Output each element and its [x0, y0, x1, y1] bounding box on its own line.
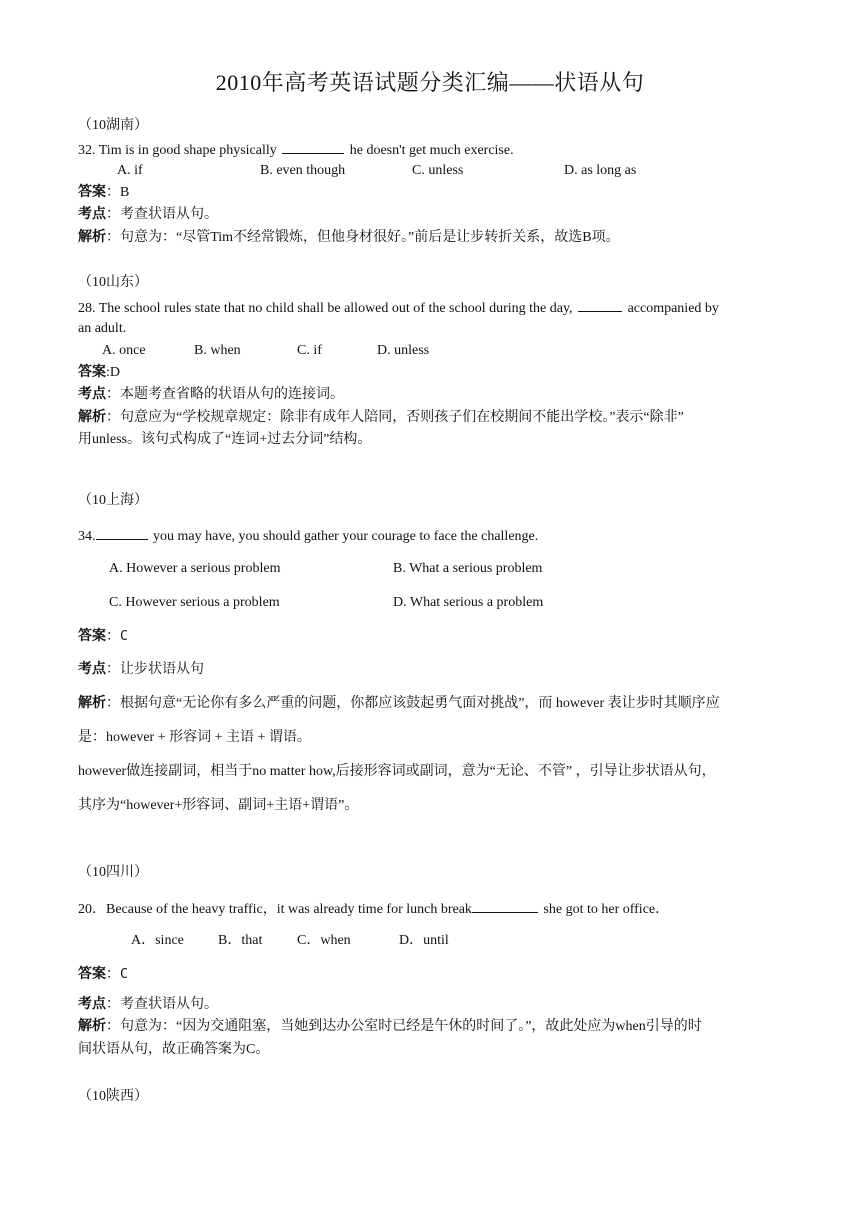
q3-point: [78, 660, 204, 680]
q2-point-text: ：本题考查省略的状语从句的连接词。: [106, 387, 344, 402]
q1-option-d: D. as long as: [564, 163, 637, 178]
q4-stem: [78, 898, 669, 920]
q3-answer-value: C: [120, 629, 128, 644]
q1-option-a: A. if: [117, 163, 143, 178]
analysis-label: 解析: [78, 1019, 106, 1034]
q2-option-b: B. when: [194, 343, 241, 358]
q3-stem: [78, 525, 538, 547]
q3-extra-line1: however做连接副词，相当于no matter how,后接形容词或副词，意为“无论、不管” ，引导让步状语从句，: [78, 764, 716, 779]
q2-analysis-text-1: ：句意应为“学校规章规定：除非有成年人陪同，否则孩子们在校期间不能出学校。”表示“除非”: [106, 410, 684, 425]
q4-point: [78, 995, 218, 1015]
q4-analysis-line2: 间状语从句，故正确答案为C。: [78, 1042, 270, 1057]
q1-point-text: ：考查状语从句。: [106, 207, 218, 222]
q3-extra-line2: 其序为“however+形容词、副词+主语+谓语”。: [78, 798, 359, 813]
q3-stem-part-b: you may have, you should gather your courage to face the challenge.: [153, 529, 539, 544]
q1-blank: [282, 139, 344, 154]
q3-answer: [78, 627, 128, 647]
q4-blank: [472, 898, 538, 913]
q2-option-c: C. if: [297, 343, 322, 358]
q2-analysis-line1: [78, 408, 684, 428]
q4-answer-value: C: [120, 967, 128, 982]
point-label: 考点: [78, 997, 106, 1012]
answer-label: 答案: [78, 967, 106, 982]
q3-stem-part-a: 34.: [78, 529, 96, 544]
q1-stem-part-b: he doesn't get much exercise.: [349, 143, 514, 158]
q2-answer-value: :D: [106, 365, 120, 380]
q3-analysis-line1: [78, 694, 720, 714]
answer-label: 答案: [78, 365, 106, 380]
q1-answer: [78, 183, 129, 203]
q4-analysis-line1: [78, 1017, 702, 1037]
q2-source: （10山东）: [78, 275, 148, 290]
q4-source: （10四川）: [78, 865, 148, 880]
q2-stem-line2: an adult.: [78, 321, 127, 336]
q4-answer: [78, 965, 128, 985]
analysis-label: 解析: [78, 230, 106, 245]
point-label: 考点: [78, 387, 106, 402]
q1-stem-part-a: 32. Tim is in good shape physically: [78, 143, 277, 158]
q1-point: [78, 205, 218, 225]
q2-option-a: A. once: [102, 343, 146, 358]
q2-stem-part-b: accompanied by: [627, 301, 719, 316]
q4-point-text: ：考查状语从句。: [106, 997, 218, 1012]
q2-blank: [578, 297, 622, 312]
q3-blank: [96, 525, 148, 540]
q4-option-d: D．until: [399, 933, 449, 948]
q3-analysis-line2: 是：however + 形容词 + 主语 + 谓语。: [78, 730, 311, 745]
q2-analysis-line2: 用unless。该句式构成了“连词+过去分词”结构。: [78, 432, 372, 447]
q2-answer: [78, 363, 120, 383]
q4-answer-sep: ：: [106, 967, 120, 982]
q1-stem: [78, 139, 514, 161]
q2-point: [78, 385, 344, 405]
analysis-label: 解析: [78, 696, 106, 711]
q1-source: （10湖南）: [78, 118, 148, 133]
point-label: 考点: [78, 207, 106, 222]
q1-option-b: B. even though: [260, 163, 346, 178]
q3-option-a: A. However a serious problem: [109, 561, 281, 576]
q1-analysis: [78, 228, 620, 248]
q1-analysis-text: ：句意为：“尽管Tim不经常锻炼，但他身材很好。”前后是让步转折关系，故选B项。: [106, 230, 620, 245]
analysis-label: 解析: [78, 410, 106, 425]
q3-point-text: ：让步状语从句: [106, 662, 204, 677]
point-label: 考点: [78, 662, 106, 677]
answer-label: 答案: [78, 185, 106, 200]
page-title: 2010年高考英语试题分类汇编——状语从句: [215, 70, 645, 95]
q1-answer-value: ：B: [106, 185, 130, 200]
answer-label: 答案: [78, 629, 106, 644]
q3-option-d: D. What serious a problem: [393, 595, 544, 610]
q1-option-c: C. unless: [412, 163, 464, 178]
q4-option-a: A．since: [131, 933, 184, 948]
q3-source: （10上海）: [78, 493, 148, 508]
q4-option-c: C．when: [297, 933, 351, 948]
q2-stem-line1: [78, 297, 719, 319]
q2-option-d: D. unless: [377, 343, 430, 358]
q2-stem-part-a: 28. The school rules state that no child shall be allowed out of the school during the day,: [78, 301, 573, 316]
q4-option-b: B．that: [218, 933, 263, 948]
q3-option-c: C. However serious a problem: [109, 595, 280, 610]
q4-stem-part-a: 20．Because of the heavy traffic，it was already time for lunch break: [78, 902, 472, 917]
q3-analysis-text-1: ：根据句意“无论你有多么严重的问题，你都应该鼓起勇气面对挑战”，而 however 表让步时其顺序应: [106, 696, 720, 711]
q4-analysis-text-1: ：句意为：“因为交通阻塞，当她到达办公室时已经是午休的时间了。”，故此处应为when引导的时: [106, 1019, 702, 1034]
q5-source: （10陕西）: [78, 1089, 148, 1104]
q3-option-b: B. What a serious problem: [393, 561, 543, 576]
q4-stem-part-b: she got to her office．: [543, 902, 670, 917]
q3-answer-sep: ：: [106, 629, 120, 644]
